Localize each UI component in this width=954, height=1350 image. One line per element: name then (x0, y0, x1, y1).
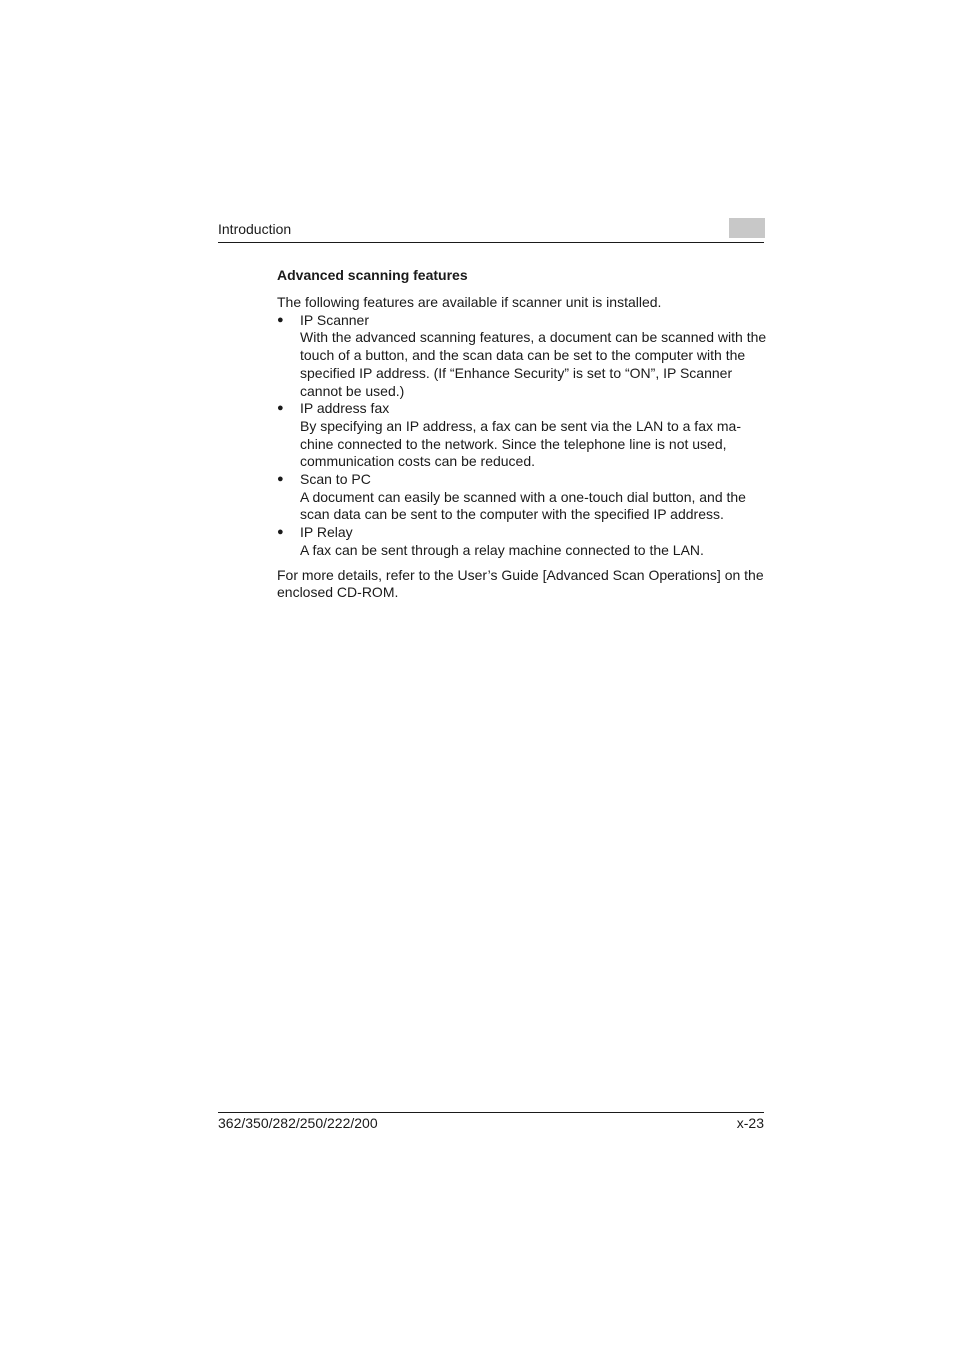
footer-model-numbers: 362/350/282/250/222/200 (218, 1115, 378, 1131)
header-rule (218, 242, 764, 243)
feature-title: Scan to PC (300, 471, 371, 488)
feature-description: With the advanced scanning features, a document can be scanned with the touch of a button, and the scan data can be set to the computer with the specified IP address. (If “Enhance Security” is set to “ON”, IP Scanner cannot be used.) (300, 329, 767, 399)
feature-title: IP Relay (300, 524, 353, 541)
feature-list (277, 312, 767, 560)
bullet-icon: ● (277, 402, 284, 415)
section-heading: Advanced scanning features (277, 267, 468, 283)
closing-paragraph: For more details, refer to the User’s Guide [Advanced Scan Operations] on the enclosed CD-ROM. (277, 566, 764, 601)
feature-description: A document can easily be scanned with a one-touch dial button, and the scan data can be sent to the computer with the specified IP address. (300, 488, 746, 523)
page-number: x-23 (736, 1115, 764, 1131)
list-item (277, 471, 767, 524)
bullet-icon: ● (277, 473, 284, 486)
feature-title: IP address fax (300, 400, 390, 417)
feature-title: IP Scanner (300, 311, 370, 328)
feature-description: By specifying an IP address, a fax can be sent via the LAN to a fax ma-chine connected to the network. Since the telephone line is not used, communication costs can be reduced. (300, 417, 741, 470)
bullet-icon: ● (277, 526, 284, 539)
list-item (277, 524, 767, 559)
feature-description: A fax can be sent through a relay machine connected to the LAN. (300, 541, 704, 558)
chapter-tab-marker (729, 218, 765, 238)
bullet-icon: ● (277, 313, 284, 326)
page-content (277, 266, 767, 602)
running-header-title: Introduction (218, 221, 292, 237)
footer-rule (218, 1112, 764, 1113)
intro-paragraph: The following features are available if scanner unit is installed. (277, 294, 662, 310)
list-item (277, 312, 767, 401)
list-item (277, 400, 767, 471)
